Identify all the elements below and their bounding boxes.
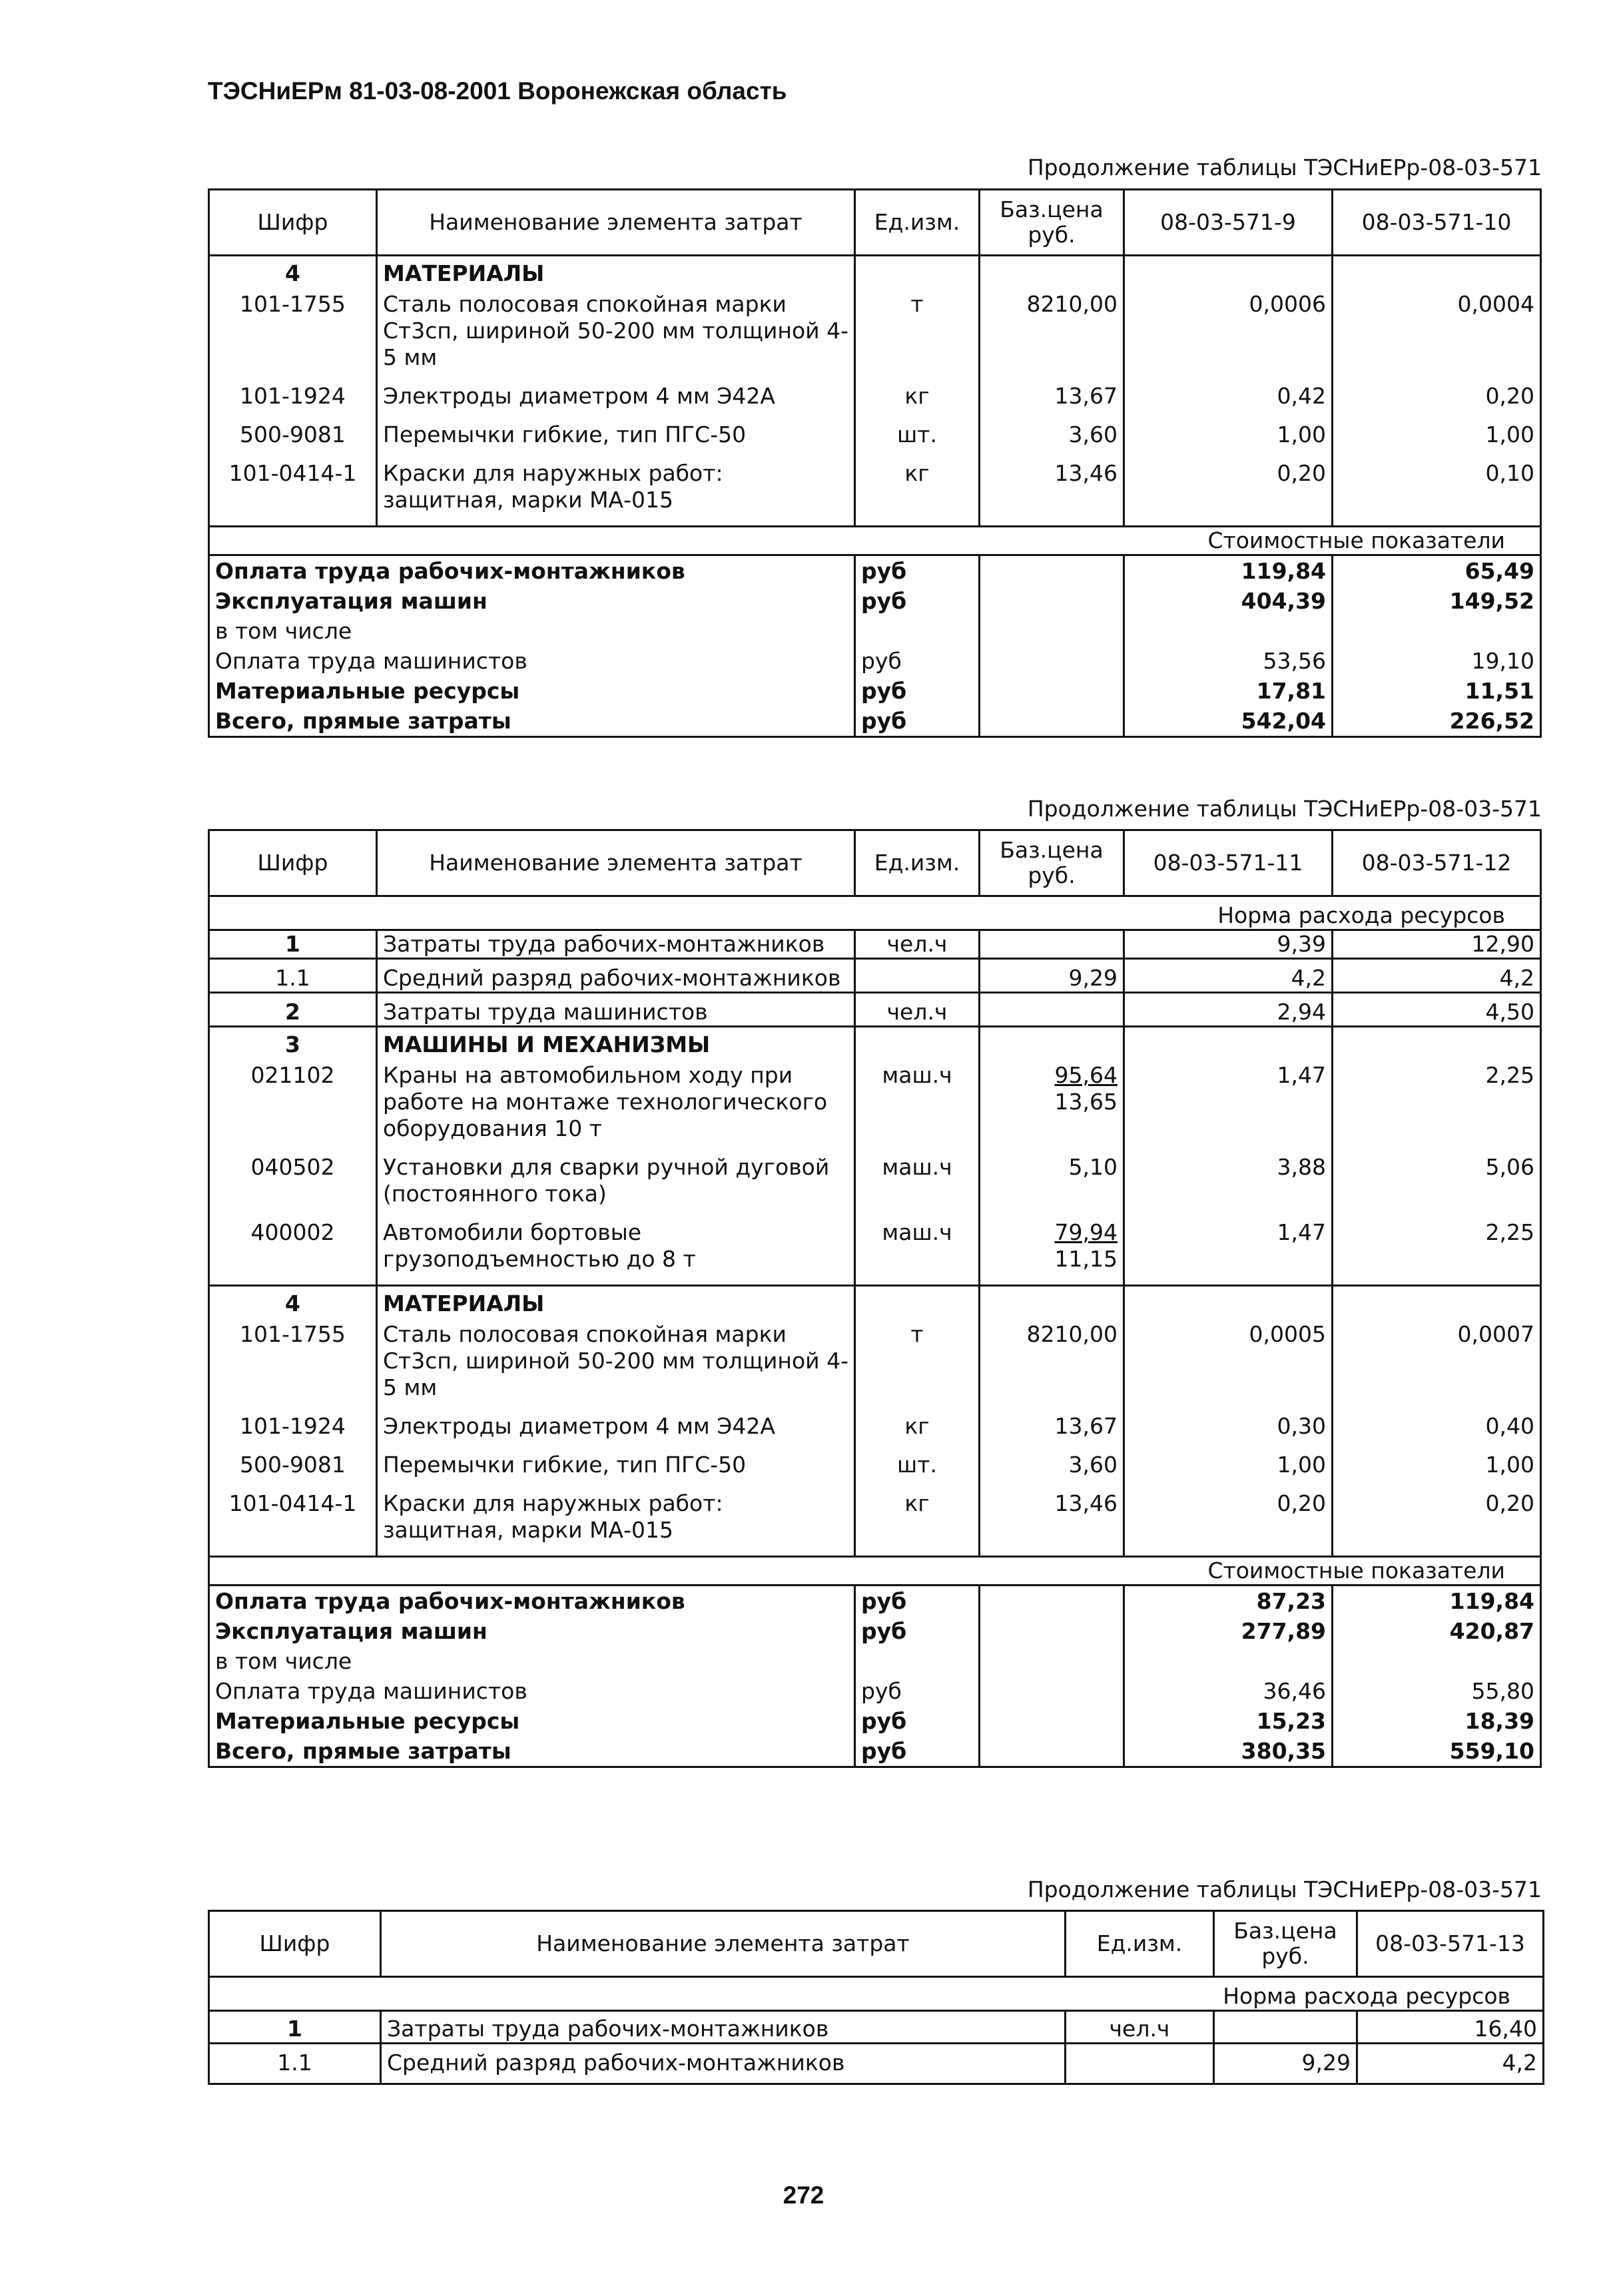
table-row: 101-1755 Сталь полосовая спокойная марки Ст3сп, шириной 50-200 мм толщиной 4-5 мм т 8210,00 0,0006 0,0004 bbox=[209, 291, 1541, 383]
col-price: Баз.цена руб. bbox=[1214, 1911, 1357, 1977]
table-row: 2 Затраты труда машинистов чел.ч 2,94 4,50 bbox=[209, 993, 1541, 1027]
document-header: ТЭСНиЕРм 81-03-08-2001 Воронежская область bbox=[208, 77, 787, 105]
col-code: Шифр bbox=[209, 830, 377, 896]
summary-row: Материальные ресурсы руб 17,81 11,51 bbox=[209, 676, 1541, 706]
table-row: 1.1 Средний разряд рабочих-монтажников 9,29 4,2 bbox=[209, 2044, 1544, 2084]
table-row: 101-1924 Электроды диаметром 4 мм Э42А кг 13,67 0,30 0,40 bbox=[209, 1413, 1541, 1452]
col-price: Баз.цена руб. bbox=[980, 190, 1124, 256]
summary-row: Оплата труда машинистов руб 36,46 55,80 bbox=[209, 1676, 1541, 1706]
col-name: Наименование элемента затрат bbox=[377, 830, 855, 896]
continuation-label: Продолжение таблицы ТЭСНиЕРр-08-03-571 bbox=[1027, 796, 1542, 822]
table-row: 500-9081 Перемычки гибкие, тип ПГС-50 шт. 3,60 1,00 1,00 bbox=[209, 1452, 1541, 1490]
summary-row: Оплата труда рабочих-монтажников руб 119,84 65,49 bbox=[209, 555, 1541, 587]
resource-table-2 bbox=[208, 829, 1542, 1768]
col-norm-b: 08-03-571-12 bbox=[1333, 830, 1541, 896]
summary-row: в том числе bbox=[209, 1646, 1541, 1676]
section-row: 4 МАТЕРИАЛЫ bbox=[209, 256, 1541, 292]
section-row: 4 МАТЕРИАЛЫ bbox=[209, 1286, 1541, 1322]
col-unit: Ед.изм. bbox=[1066, 1911, 1214, 1977]
table-header bbox=[209, 1911, 1544, 1977]
norm-label-row: Норма расхода ресурсов bbox=[209, 1977, 1544, 2011]
col-code: Шифр bbox=[209, 190, 377, 256]
col-norm-a: 08-03-571-9 bbox=[1124, 190, 1333, 256]
col-norm-a: 08-03-571-11 bbox=[1124, 830, 1333, 896]
summary-row: Оплата труда машинистов руб 53,56 19,10 bbox=[209, 646, 1541, 676]
table-header bbox=[209, 830, 1541, 896]
summary-row: Оплата труда рабочих-монтажников руб 87,23 119,84 bbox=[209, 1585, 1541, 1617]
summary-row: в том числе bbox=[209, 616, 1541, 646]
table-row: 101-1755 Сталь полосовая спокойная марки Ст3сп, шириной 50-200 мм толщиной 4-5 мм т 8210,00 0,0005 0,0007 bbox=[209, 1321, 1541, 1413]
resource-table-1 bbox=[208, 188, 1542, 738]
table-header bbox=[209, 190, 1541, 256]
norm-label-row: Норма расхода ресурсов bbox=[209, 896, 1541, 930]
table-row: 1 Затраты труда рабочих-монтажников чел.ч 16,40 bbox=[209, 2011, 1544, 2044]
continuation-label: Продолжение таблицы ТЭСНиЕРр-08-03-571 bbox=[1027, 154, 1542, 180]
section-row: 3 МАШИНЫ И МЕХАНИЗМЫ bbox=[209, 1027, 1541, 1063]
col-norm-b: 08-03-571-10 bbox=[1333, 190, 1541, 256]
page-number: 272 bbox=[783, 2181, 824, 2209]
continuation-label: Продолжение таблицы ТЭСНиЕРр-08-03-571 bbox=[1027, 1876, 1542, 1902]
table-row: 101-1924 Электроды диаметром 4 мм Э42А кг 13,67 0,42 0,20 bbox=[209, 383, 1541, 422]
resource-table-3 bbox=[208, 1910, 1544, 2085]
table-row: 400002 Автомобили бортовые грузоподъемностью до 8 т маш.ч 79,94 11,15 1,47 2,25 bbox=[209, 1219, 1541, 1286]
col-unit: Ед.изм. bbox=[855, 190, 980, 256]
col-name: Наименование элемента затрат bbox=[377, 190, 855, 256]
table-row: 1 Затраты труда рабочих-монтажников чел.ч 9,39 12,90 bbox=[209, 930, 1541, 959]
table-row: 101-0414-1 Краски для наружных работ: защитная, марки МА-015 кг 13,46 0,20 0,20 bbox=[209, 1490, 1541, 1557]
table-row: 1.1 Средний разряд рабочих-монтажников 9,29 4,2 4,2 bbox=[209, 959, 1541, 993]
col-name: Наименование элемента затрат bbox=[381, 1911, 1066, 1977]
cost-indicators-row: Стоимостные показатели bbox=[209, 1557, 1541, 1585]
col-price: Баз.цена руб. bbox=[980, 830, 1124, 896]
table-row: 040502 Установки для сварки ручной дуговой (постоянного тока) маш.ч 5,10 3,88 5,06 bbox=[209, 1154, 1541, 1219]
summary-row: Эксплуатация машин руб 404,39 149,52 bbox=[209, 586, 1541, 616]
table-row: 500-9081 Перемычки гибкие, тип ПГС-50 шт. 3,60 1,00 1,00 bbox=[209, 422, 1541, 460]
summary-row: Всего, прямые затраты руб 542,04 226,52 bbox=[209, 706, 1541, 737]
cost-indicators-row: Стоимостные показатели bbox=[209, 527, 1541, 555]
col-code: Шифр bbox=[209, 1911, 381, 1977]
table-row: 021102 Краны на автомобильном ходу при работе на монтаже технологического оборудования 10 т маш.ч 95,64 13,65 1,47 2,25 bbox=[209, 1062, 1541, 1154]
col-unit: Ед.изм. bbox=[855, 830, 980, 896]
table-row: 101-0414-1 Краски для наружных работ: защитная, марки МА-015 кг 13,46 0,20 0,10 bbox=[209, 460, 1541, 527]
col-norm-a: 08-03-571-13 bbox=[1357, 1911, 1544, 1977]
summary-row: Всего, прямые затраты руб 380,35 559,10 bbox=[209, 1736, 1541, 1767]
summary-row: Эксплуатация машин руб 277,89 420,87 bbox=[209, 1616, 1541, 1646]
summary-row: Материальные ресурсы руб 15,23 18,39 bbox=[209, 1706, 1541, 1736]
